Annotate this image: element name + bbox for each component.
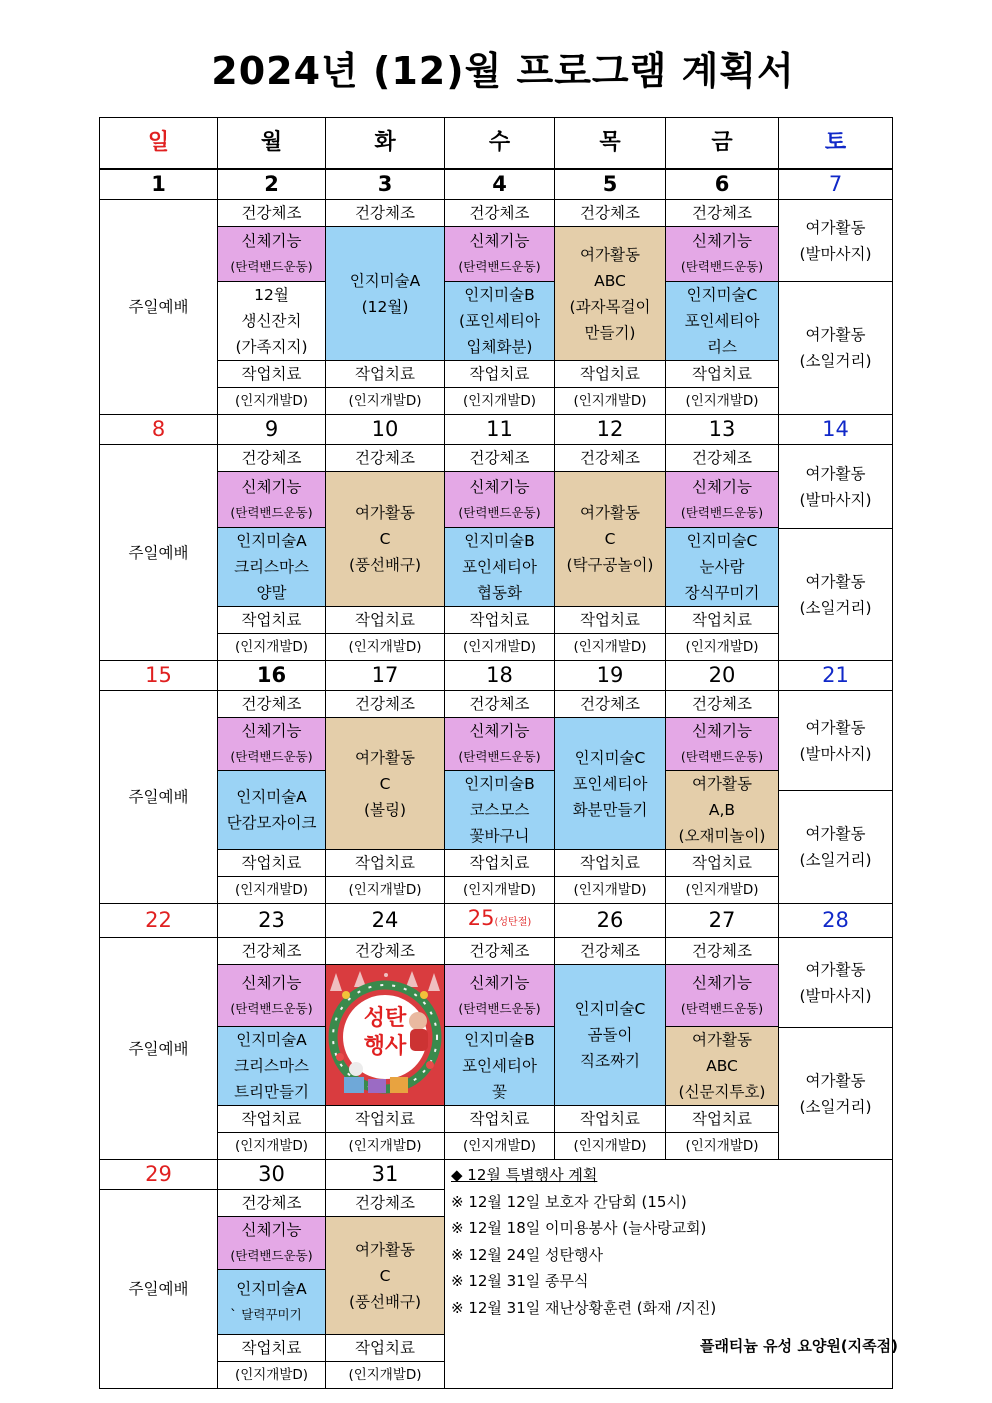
weekday-fri: 금 (666, 118, 779, 170)
cognitive-art: 인지미술A 단감모자이크 (218, 771, 326, 850)
christmas-event-title-2: 행사 (363, 1034, 407, 1059)
cognitive-art: 인지미술A 크리스마스 양말 (218, 528, 326, 607)
cognitive-art: 인지미술B (포인세티아 입체화분) (445, 282, 555, 361)
date-number: 1 (100, 169, 218, 200)
date-christmas: 25(성탄절) (445, 904, 555, 938)
body-function: 신체기능 (탄력밴드운동) (666, 472, 779, 528)
date-number: 3 (326, 169, 445, 200)
cognitive-art: 인지미술C 포인세티아 리스 (666, 282, 779, 361)
body-function: 신체기능 (탄력밴드운동) (218, 1217, 326, 1270)
body-function: 신체기능 (탄력밴드운동) (666, 227, 779, 282)
health-exercise: 건강체조 (326, 691, 445, 718)
occupational-therapy: 작업치료 (326, 607, 445, 634)
health-exercise: 건강체조 (218, 1190, 326, 1217)
sunday-worship: 주일예배 (100, 200, 218, 415)
body-function: 신체기능 (탄력밴드운동) (445, 965, 555, 1027)
occupational-therapy-sub: (인지개발D) (666, 877, 779, 904)
occupational-therapy: 작업치료 (555, 850, 666, 877)
occupational-therapy-sub: (인지개발D) (445, 1133, 555, 1160)
sunday-worship: 주일예배 (100, 691, 218, 904)
occupational-therapy: 작업치료 (445, 850, 555, 877)
date-number: 6 (666, 169, 779, 200)
occupational-therapy-sub: (인지개발D) (445, 634, 555, 661)
occupational-therapy-sub: (인지개발D) (555, 877, 666, 904)
health-exercise: 건강체조 (445, 691, 555, 718)
occupational-therapy-sub: (인지개발D) (218, 1362, 326, 1389)
occupational-therapy: 작업치료 (326, 1335, 445, 1362)
cognitive-art: 인지미술B 포인세티아 협동화 (445, 528, 555, 607)
occupational-therapy-sub: (인지개발D) (326, 877, 445, 904)
occupational-therapy: 작업치료 (218, 607, 326, 634)
occupational-therapy-sub: (인지개발D) (218, 1133, 326, 1160)
occupational-therapy: 작업치료 (445, 1106, 555, 1133)
special-event-item: ※ 12월 31일 종무식 (451, 1272, 589, 1290)
special-event-item: ※ 12월 18일 이미용봉사 (늘사랑교회) (451, 1219, 707, 1237)
occupational-therapy: 작업치료 (666, 1106, 779, 1133)
christmas-event-title-1: 성탄 (363, 1006, 407, 1031)
weekday-sat: 토 (779, 118, 893, 170)
date-number: 30 (218, 1160, 326, 1190)
page-title: 2024년 (12)월 프로그램 계획서 (211, 49, 795, 93)
health-exercise: 건강체조 (218, 200, 326, 227)
health-exercise: 건강체조 (326, 938, 445, 965)
date-number: 13 (666, 415, 779, 445)
body-function: 신체기능 (탄력밴드운동) (218, 965, 326, 1027)
special-event-item: ※ 12월 31일 재난상황훈련 (화재 /지진) (451, 1298, 717, 1317)
date-number: 14 (779, 415, 893, 445)
weekday-wed: 수 (445, 118, 555, 170)
occupational-therapy: 작업치료 (218, 1106, 326, 1133)
occupational-therapy: 작업치료 (218, 850, 326, 877)
weekday-mon: 월 (218, 118, 326, 170)
date-number: 12 (555, 415, 666, 445)
leisure-activity: 여가활동 ABC (신문지투호) (666, 1027, 779, 1106)
body-function: 신체기능 (탄력밴드운동) (666, 965, 779, 1027)
leisure-hobby: 여가활동 (소일거리) (779, 1028, 893, 1160)
date-number: 29 (100, 1160, 218, 1190)
occupational-therapy: 작업치료 (445, 361, 555, 388)
leisure-hobby: 여가활동 (소일거리) (779, 282, 893, 415)
occupational-therapy: 작업치료 (218, 1335, 326, 1362)
date-number: 16 (218, 661, 326, 691)
leisure-hobby: 여가활동 (소일거리) (779, 791, 893, 904)
date-number: 18 (445, 661, 555, 691)
health-exercise: 건강체조 (555, 691, 666, 718)
health-exercise: 건강체조 (326, 1190, 445, 1217)
health-exercise: 건강체조 (666, 200, 779, 227)
sunday-worship: 주일예배 (100, 1190, 218, 1389)
occupational-therapy-sub: (인지개발D) (326, 1362, 445, 1389)
date-number: 21 (779, 661, 893, 691)
occupational-therapy-sub: (인지개발D) (555, 634, 666, 661)
cognitive-art: 인지미술C 곰돌이 직조짜기 (555, 965, 666, 1106)
special-event-item: ※ 12월 12일 보호자 간담회 (15시) (451, 1192, 687, 1211)
health-exercise: 건강체조 (218, 445, 326, 472)
weekday-thu: 목 (555, 118, 666, 170)
health-exercise: 건강체조 (445, 938, 555, 965)
occupational-therapy-sub: (인지개발D) (555, 1133, 666, 1160)
date-number: 22 (100, 904, 218, 938)
body-function: 신체기능 (탄력밴드운동) (218, 227, 326, 282)
date-number: 11 (445, 415, 555, 445)
health-exercise: 건강체조 (555, 938, 666, 965)
occupational-therapy: 작업치료 (555, 607, 666, 634)
leisure-activity: 여가활동 A,B (오재미놀이) (666, 771, 779, 850)
occupational-therapy-sub: (인지개발D) (326, 388, 445, 415)
cognitive-art: 인지미술C 눈사람 장식꾸미기 (666, 528, 779, 607)
birthday-party: 12월 생신잔치 (가족지지) (218, 282, 326, 361)
leisure-activity: 여가활동 C (풍선배구) (326, 472, 445, 607)
date-number: 23 (218, 904, 326, 938)
body-function: 신체기능 (탄력밴드운동) (445, 227, 555, 282)
special-event-item: ※ 12월 24일 성탄행사 (451, 1245, 603, 1264)
occupational-therapy-sub: (인지개발D) (666, 634, 779, 661)
body-function: 신체기능 (탄력밴드운동) (218, 472, 326, 528)
special-events-heading: ◆ 12월 특별행사 계획 (451, 1166, 598, 1184)
occupational-therapy-sub: (인지개발D) (555, 388, 666, 415)
occupational-therapy: 작업치료 (555, 1106, 666, 1133)
date-number: 27 (666, 904, 779, 938)
cognitive-art: 인지미술C 포인세티아 화분만들기 (555, 718, 666, 850)
occupational-therapy: 작업치료 (666, 607, 779, 634)
monthly-schedule-table (99, 117, 893, 1389)
date-number: 8 (100, 415, 218, 445)
cognitive-art: 인지미술A 크리스마스 트리만들기 (218, 1027, 326, 1106)
date-number: 9 (218, 415, 326, 445)
occupational-therapy-sub: (인지개발D) (445, 388, 555, 415)
health-exercise: 건강체조 (218, 938, 326, 965)
date-number: 31 (326, 1160, 445, 1190)
date-number: 24 (326, 904, 445, 938)
occupational-therapy-sub: (인지개발D) (218, 388, 326, 415)
occupational-therapy: 작업치료 (666, 361, 779, 388)
cognitive-art: 인지미술B 포인세티아 꽃 (445, 1027, 555, 1106)
health-exercise: 건강체조 (666, 445, 779, 472)
organization-name: 플래티늄 유성 요양원(지족점) (699, 1337, 898, 1355)
health-exercise: 건강체조 (218, 691, 326, 718)
occupational-therapy: 작업치료 (326, 1106, 445, 1133)
date-number: 4 (445, 169, 555, 200)
occupational-therapy-sub: (인지개발D) (445, 877, 555, 904)
date-row (100, 904, 893, 938)
date-number: 28 (779, 904, 893, 938)
occupational-therapy: 작업치료 (218, 361, 326, 388)
occupational-therapy: 작업치료 (326, 850, 445, 877)
occupational-therapy: 작업치료 (666, 850, 779, 877)
health-exercise: 건강체조 (445, 445, 555, 472)
leisure-activity: 여가활동 C (풍선배구) (326, 1217, 445, 1335)
weekday-tue: 화 (326, 118, 445, 170)
occupational-therapy-sub: (인지개발D) (326, 1133, 445, 1160)
date-number: 15 (100, 661, 218, 691)
cognitive-art: 인지미술A (12월) (326, 227, 445, 361)
occupational-therapy: 작업치료 (445, 607, 555, 634)
body-function: 신체기능 (탄력밴드운동) (218, 718, 326, 771)
health-exercise: 건강체조 (555, 200, 666, 227)
sunday-worship: 주일예배 (100, 938, 218, 1160)
date-number: 19 (555, 661, 666, 691)
occupational-therapy: 작업치료 (326, 361, 445, 388)
health-exercise: 건강체조 (555, 445, 666, 472)
occupational-therapy-sub: (인지개발D) (218, 877, 326, 904)
cognitive-art: 인지미술A 달력꾸미기 (218, 1270, 326, 1335)
date-number: 5 (555, 169, 666, 200)
date-number: 7 (779, 169, 893, 200)
date-number: 10 (326, 415, 445, 445)
body-function: 신체기능 (탄력밴드운동) (445, 472, 555, 528)
date-number: 2 (218, 169, 326, 200)
occupational-therapy-sub: (인지개발D) (218, 634, 326, 661)
health-exercise: 건강체조 (326, 200, 445, 227)
health-exercise: 건강체조 (326, 445, 445, 472)
occupational-therapy: 작업치료 (555, 361, 666, 388)
leisure-foot-massage: 여가활동 (발마사지) (779, 938, 893, 1028)
health-exercise: 건강체조 (666, 938, 779, 965)
leisure-activity: 여가활동 C (볼링) (326, 718, 445, 850)
stray-mark: ` (230, 1308, 237, 1324)
occupational-therapy-sub: (인지개발D) (666, 1133, 779, 1160)
leisure-hobby: 여가활동 (소일거리) (779, 529, 893, 661)
christmas-event-image (326, 965, 445, 1106)
date-row (100, 415, 893, 445)
body-function: 신체기능 (탄력밴드운동) (666, 718, 779, 771)
health-exercise: 건강체조 (445, 200, 555, 227)
date-row (100, 1160, 893, 1190)
date-number: 17 (326, 661, 445, 691)
leisure-foot-massage: 여가활동 (발마사지) (779, 691, 893, 791)
leisure-activity: 여가활동 ABC (과자목걸이 만들기) (555, 227, 666, 361)
date-row (100, 661, 893, 691)
cognitive-art: 인지미술B 코스모스 꽃바구니 (445, 771, 555, 850)
weekday-header-row (100, 118, 893, 170)
date-number: 26 (555, 904, 666, 938)
leisure-foot-massage: 여가활동 (발마사지) (779, 200, 893, 282)
occupational-therapy-sub: (인지개발D) (666, 388, 779, 415)
leisure-foot-massage: 여가활동 (발마사지) (779, 445, 893, 529)
body-function: 신체기능 (탄력밴드운동) (445, 718, 555, 771)
date-row (100, 169, 893, 200)
health-exercise: 건강체조 (666, 691, 779, 718)
leisure-activity: 여가활동 C (탁구공놀이) (555, 472, 666, 607)
weekday-sun: 일 (100, 118, 218, 170)
occupational-therapy-sub: (인지개발D) (326, 634, 445, 661)
date-number: 20 (666, 661, 779, 691)
sunday-worship: 주일예배 (100, 445, 218, 661)
